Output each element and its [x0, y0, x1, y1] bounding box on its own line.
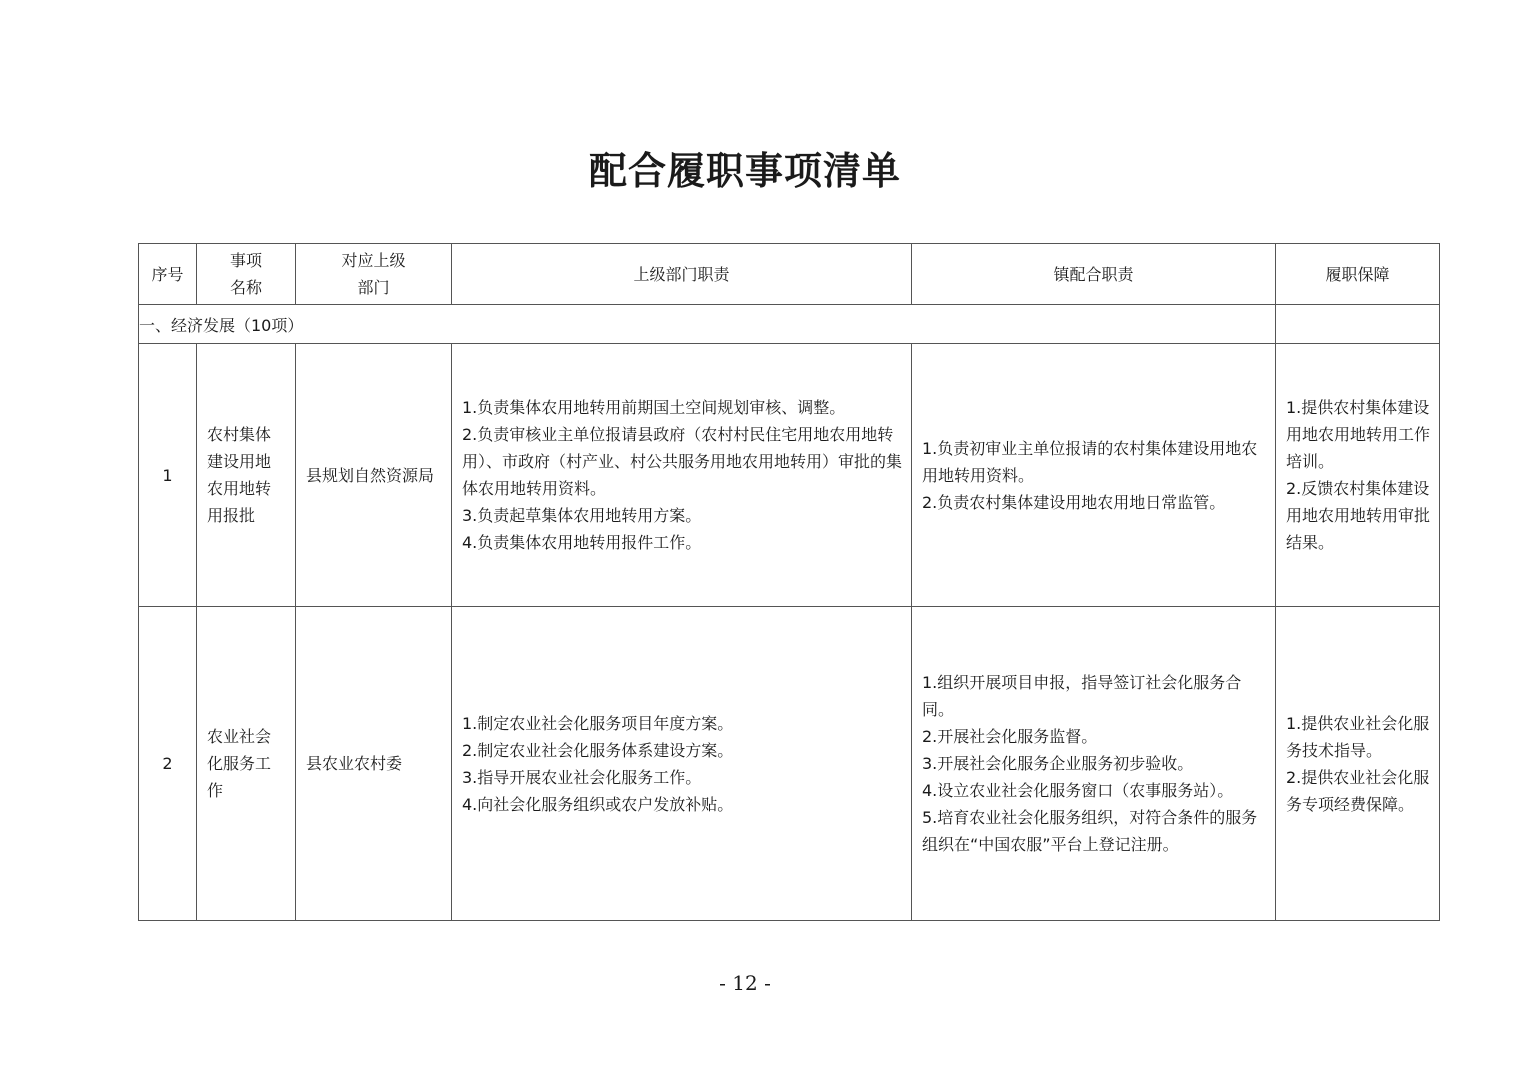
- table-header-row: [139, 244, 1440, 305]
- header-item-name: [197, 244, 296, 305]
- section-title: 一、经济发展（10项）: [139, 305, 1276, 344]
- table-row: [139, 344, 1440, 607]
- header-item-name-line: 事项: [229, 251, 262, 270]
- header-seq: 序号: [139, 244, 197, 305]
- header-guarantee: 履职保障: [1276, 244, 1440, 305]
- duty-line: 2.开展社会化服务监督。: [922, 727, 1098, 746]
- duty-line: 1.负责集体农用地转用前期国土空间规划审核、调整。: [462, 398, 846, 417]
- duty-line: 5.培育农业社会化服务组织，对符合条件的服务组织在“中国农服”平台上登记注册。: [922, 808, 1258, 854]
- guarantee-line: 2.提供农业社会化服务专项经费保障。: [1286, 767, 1430, 814]
- duty-line: 2.负责农村集体建设用地农用地日常监管。: [922, 492, 1226, 512]
- row-department: 县农业农村委: [296, 607, 452, 921]
- duty-line: 3.负责起草集体农用地转用方案。: [462, 506, 702, 525]
- row-upper-duties: [452, 344, 912, 607]
- row-seq: 2: [139, 607, 197, 921]
- page-number: - 12 -: [719, 971, 771, 995]
- header-town-duties: 镇配合职责: [912, 244, 1276, 305]
- duty-line: 4.向社会化服务组织或农户发放补贴。: [462, 794, 734, 814]
- row-town-duties: [912, 344, 1276, 607]
- header-upper-duties: 上级部门职责: [452, 244, 912, 305]
- row-guarantee: [1276, 344, 1440, 607]
- header-department: [296, 244, 452, 305]
- section-empty-cell: [1276, 305, 1440, 344]
- duty-line: 3.指导开展农业社会化服务工作。: [462, 767, 702, 787]
- row-item-name: 农业社会化服务工作: [197, 607, 296, 921]
- header-department-line: 部门: [357, 278, 390, 297]
- row-item-name: 农村集体建设用地农用地转用报批: [197, 344, 296, 607]
- duty-line: 2.负责审核业主单位报请县政府（农村村民住宅用地农用地转用）、市政府（村产业、村公共服务用地农用地转用）审批的集体农用地转用资料。: [462, 425, 903, 498]
- guarantee-line: 2.反馈农村集体建设用地农用地转用审批结果。: [1286, 479, 1431, 552]
- row-upper-duties: [452, 607, 912, 921]
- guarantee-line: 1.提供农业社会化服务技术指导。: [1286, 713, 1430, 760]
- duty-line: 4.负责集体农用地转用报件工作。: [462, 533, 702, 552]
- header-department-line: 对应上级: [341, 251, 406, 270]
- row-department: 县规划自然资源局: [296, 344, 452, 607]
- row-town-duties: [912, 607, 1276, 921]
- row-seq: 1: [139, 344, 197, 607]
- duty-line: 1.制定农业社会化服务项目年度方案。: [462, 713, 734, 733]
- section-row: [139, 305, 1440, 344]
- duty-table: [138, 243, 1440, 921]
- duty-line: 1.组织开展项目申报，指导签订社会化服务合同。: [922, 673, 1242, 719]
- page-title: 配合履职事项清单: [588, 148, 901, 193]
- duty-line: 3.开展社会化服务企业服务初步验收。: [922, 754, 1194, 773]
- guarantee-line: 1.提供农村集体建设用地农用地转用工作培训。: [1286, 398, 1431, 471]
- header-item-name-line: 名称: [229, 278, 262, 297]
- row-guarantee: [1276, 607, 1440, 921]
- table-row: [139, 607, 1440, 921]
- duty-line: 1.负责初审业主单位报请的农村集体建设用地农用地转用资料。: [922, 438, 1258, 485]
- duty-line: 2.制定农业社会化服务体系建设方案。: [462, 740, 734, 760]
- duty-line: 4.设立农业社会化服务窗口（农事服务站）。: [922, 781, 1234, 800]
